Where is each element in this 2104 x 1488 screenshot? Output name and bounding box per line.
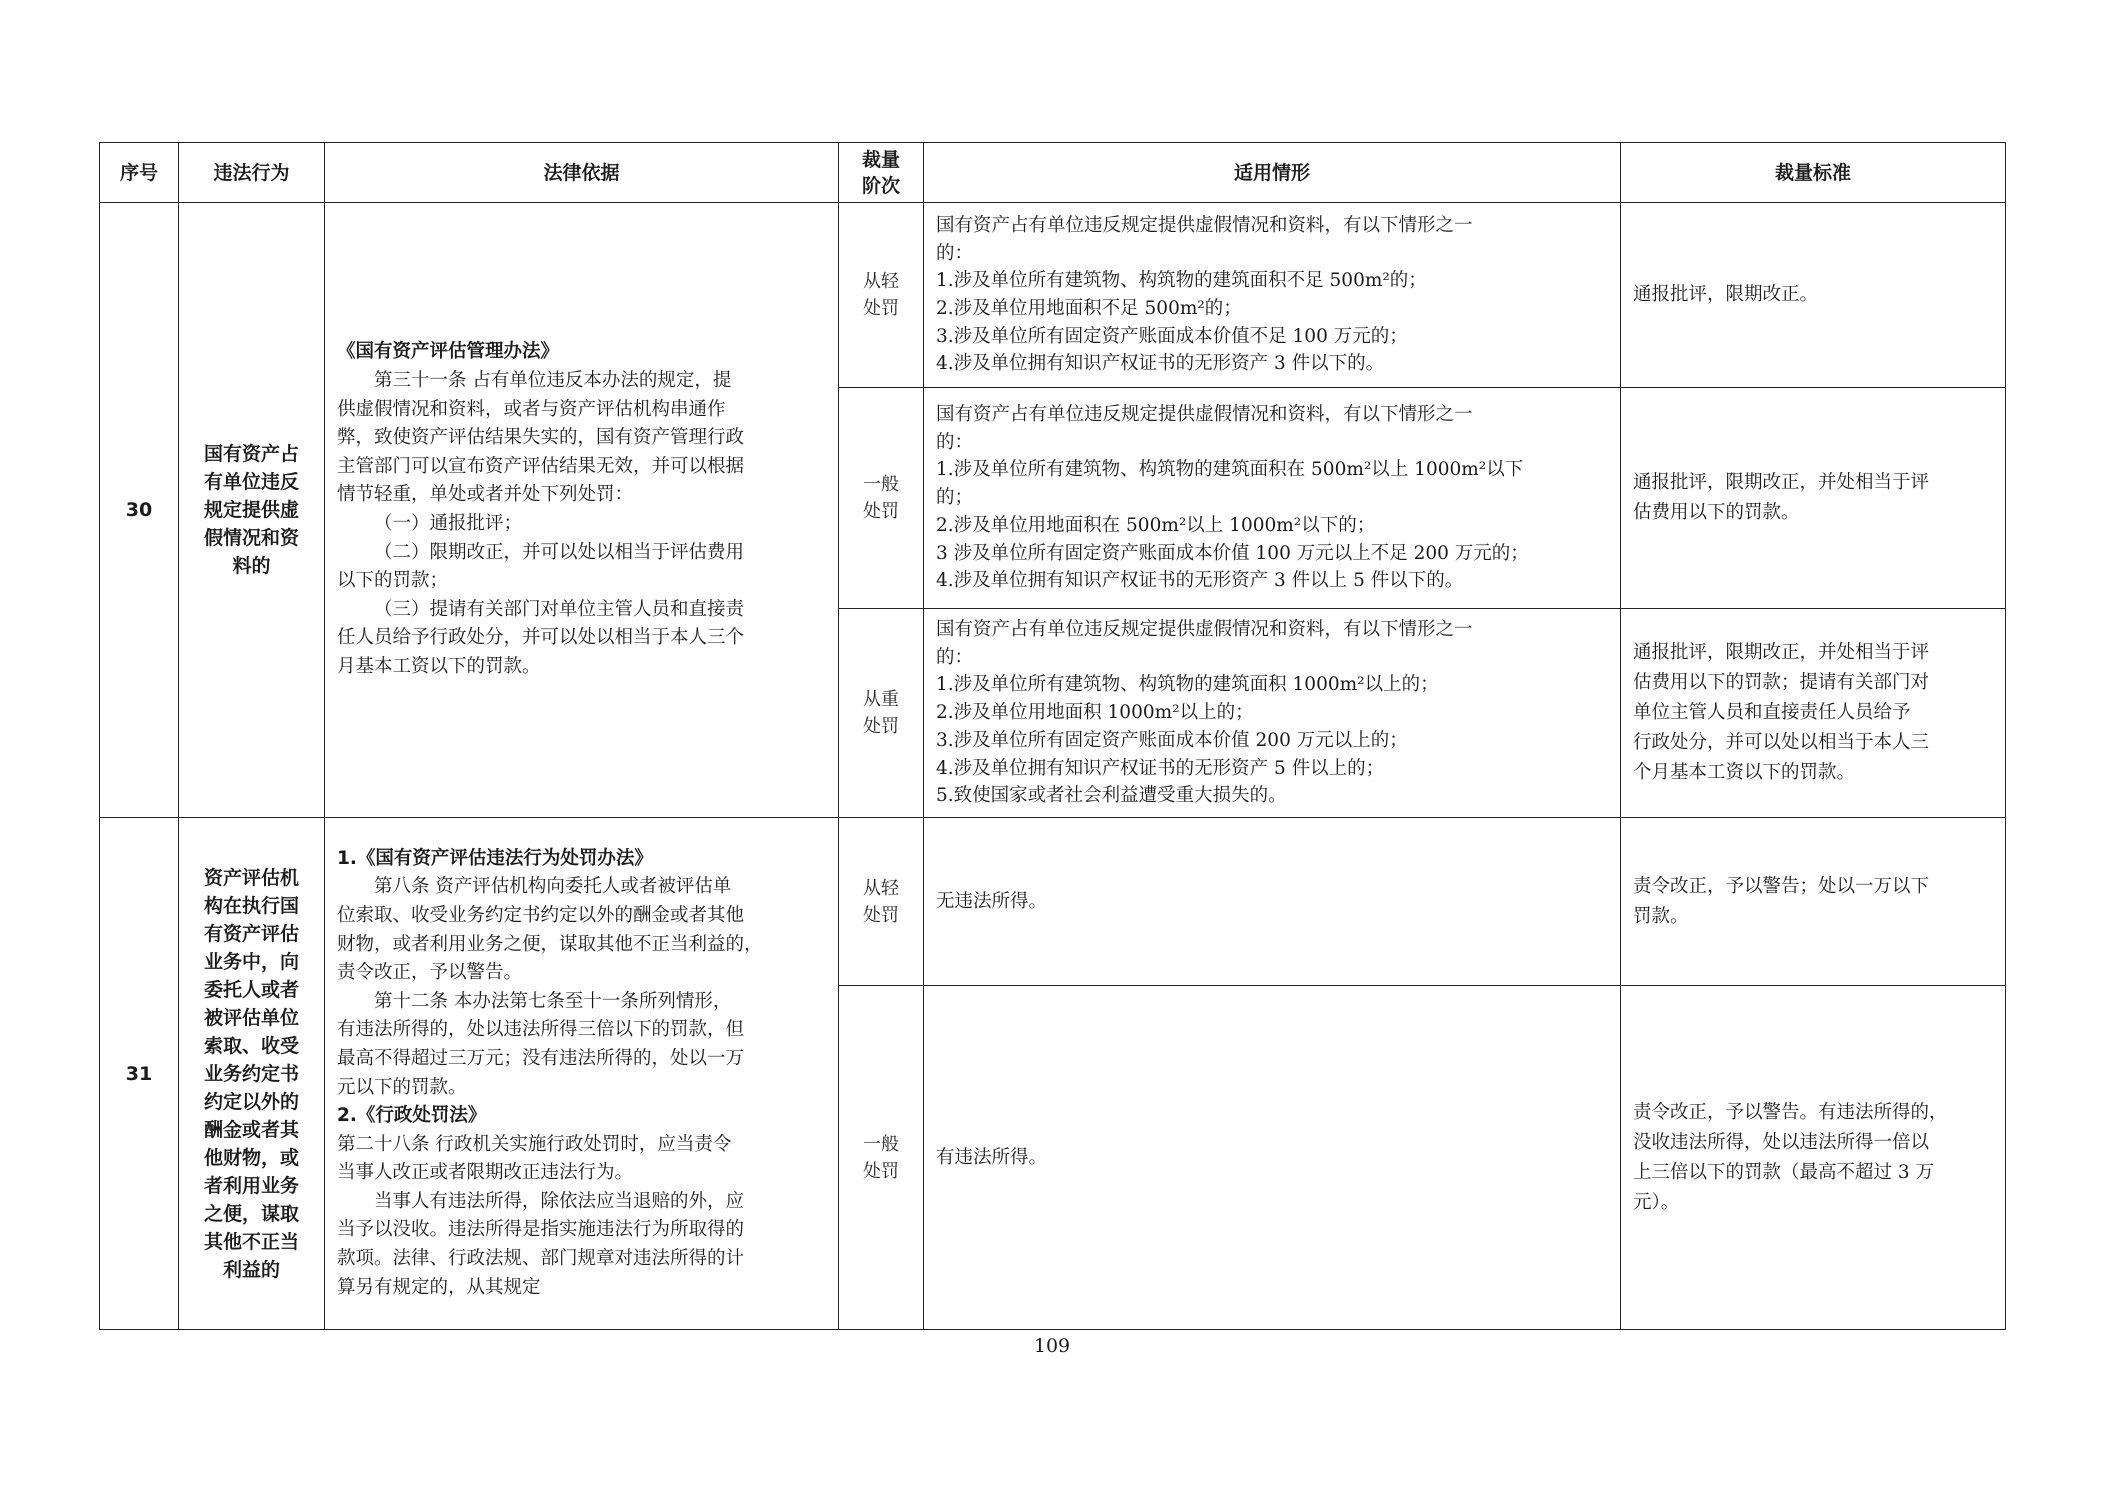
text-line: 的； [936, 487, 974, 509]
header-act: 违法行为 [179, 143, 325, 203]
basis-line: （二）限期改正，并可以处以相当于评估费用 [374, 541, 745, 563]
text-line: 1.《国有资产评估违法行为处罚办法》 [337, 847, 653, 869]
text-line: 的： [936, 242, 974, 264]
header-level-line-1: 裁量 [861, 148, 900, 171]
row-act [179, 203, 325, 818]
text-line: 《国有资产评估管理办法》 [337, 341, 560, 363]
situation-cell [924, 609, 1621, 818]
text-line: 行政处分，并可以处以相当于本人三 [1633, 732, 1930, 753]
table-header-row [100, 143, 2006, 203]
basis-line: 算另有规定的，从其规定 [337, 1276, 541, 1298]
text-line: 估费用以下的罚款。 [1633, 502, 1800, 523]
text-line: 2.涉及单位用地面积在 500m²以上 1000m²以下的； [936, 514, 1376, 536]
text-line: 之便，谋取 [203, 1202, 299, 1225]
standard-cell [1621, 818, 2006, 986]
text-line: 4.涉及单位拥有知识产权证书的无形资产 5 件以上的； [936, 757, 1385, 779]
text-line: 处罚 [863, 716, 899, 737]
standard-cell [1621, 986, 2006, 1330]
basis-line: 第十二条 本办法第七条至十一条所列情形， [374, 990, 732, 1012]
basis-line: 主管部门可以宣布资产评估结果无效，并可以根据 [337, 455, 745, 477]
text-line: 2.涉及单位用地面积 1000m²以上的； [936, 702, 1254, 724]
text-line: 通报批评，限期改正。 [1633, 284, 1819, 305]
text-line: 1.涉及单位所有建筑物、构筑物的建筑面积不足 500m²的； [936, 270, 1427, 292]
situation-cell [924, 818, 1621, 986]
act-line: 规定提供虚 [203, 499, 299, 521]
standard-cell [1621, 609, 2006, 818]
level-cell [839, 986, 924, 1330]
text-line: 4.涉及单位拥有知识产权证书的无形资产 3 件以下的。 [936, 353, 1385, 375]
basis-line: 第三十一条 占有单位违反本办法的规定，提 [374, 370, 732, 392]
text-line: 个月基本工资以下的罚款。 [1633, 762, 1856, 783]
header-level-line-2: 阶次 [861, 174, 900, 197]
text-line: 酬金或者其 [203, 1118, 299, 1141]
text-line: 业务约定书 [203, 1062, 299, 1085]
text-line: 处罚 [863, 904, 899, 926]
text-line: 处罚 [863, 298, 899, 319]
text-line: 2.《行政处罚法》 [337, 1105, 487, 1127]
penalty-table [99, 142, 2006, 1330]
text-line: 元）。 [1633, 1191, 1680, 1213]
text-line: 他财物，或 [203, 1146, 299, 1169]
header-standard: 裁量标准 [1621, 143, 2006, 203]
text-line: 被评估单位 [203, 1006, 299, 1029]
text-line: 委托人或者 [203, 978, 299, 1001]
basis-line [337, 1102, 826, 1131]
basis-line: 当事人改正或者限期改正违法行为。 [337, 1162, 634, 1184]
header-seq: 序号 [100, 143, 179, 203]
text-line: 的： [936, 431, 974, 453]
basis-line: 第二十八条 行政机关实施行政处罚时，应当责令 [337, 1133, 732, 1155]
text-line: 业务中，向 [203, 950, 299, 973]
text-line: 罚款。 [1633, 905, 1689, 927]
text-line: 3 涉及单位所有固定资产账面成本价值 100 万元以上不足 200 万元的； [936, 542, 1529, 564]
level-cell [839, 818, 924, 986]
text-line: 一般 [863, 474, 899, 495]
text-line: 其他不正当 [203, 1230, 299, 1253]
basis-line: 月基本工资以下的罚款。 [337, 655, 541, 677]
basis-line: 财物，或者利用业务之便，谋取其他不正当利益的， [337, 933, 763, 955]
text-line: 通报批评，限期改正，并处相当于评 [1633, 642, 1930, 663]
text-line: 3.涉及单位所有固定资产账面成本价值 200 万元以上的； [936, 729, 1408, 751]
text-line: 者利用业务 [203, 1174, 299, 1197]
text-line: 有违法所得。 [936, 1146, 1048, 1168]
text-line: 索取、收受 [203, 1034, 299, 1057]
basis-line: 有违法所得的，处以违法所得三倍以下的罚款，但 [337, 1019, 745, 1041]
standard-cell [1621, 203, 2006, 388]
text-line: 的： [936, 646, 974, 668]
text-line: 从重 [863, 689, 899, 710]
basis-line: 位索取、收受业务约定书约定以外的酬金或者其他 [337, 904, 745, 926]
row-seq: 30 [100, 203, 179, 818]
act-line: 有单位违反 [203, 471, 299, 493]
text-line: 约定以外的 [203, 1090, 299, 1113]
level-cell [839, 203, 924, 388]
text-line: 利益的 [222, 1258, 280, 1281]
basis-line: 以下的罚款； [337, 570, 449, 592]
basis-line: （一）通报批评； [374, 513, 523, 534]
text-line: 通报批评，限期改正，并处相当于评 [1633, 472, 1930, 493]
page-number: 109 [1033, 1335, 1071, 1357]
basis-line: 当予以没收。违法所得是指实施违法行为所取得的 [337, 1219, 745, 1241]
text-line: 3.涉及单位所有固定资产账面成本价值不足 100 万元的； [936, 325, 1408, 347]
row-act [179, 818, 325, 1330]
situation-cell [924, 388, 1621, 609]
text-line: 从轻 [863, 877, 899, 899]
text-line: 构在执行国 [203, 894, 299, 917]
level-cell [839, 609, 924, 818]
basis-line: 供虚假情况和资料，或者与资产评估机构串通作 [337, 398, 726, 420]
basis-line: 款项。法律、行政法规、部门规章对违法所得的计 [337, 1248, 745, 1270]
basis-line: 第八条 资产评估机构向委托人或者被评估单 [374, 876, 732, 898]
situation-cell [924, 986, 1621, 1330]
act-line: 国有资产占 [203, 443, 299, 465]
text-line: 上三倍以下的罚款（最高不超过 3 万 [1633, 1161, 1935, 1183]
text-line: 5.致使国家或者社会利益遭受重大损失的。 [936, 785, 1287, 807]
text-line: 国有资产占有单位违反规定提供虚假情况和资料，有以下情形之一 [936, 214, 1473, 236]
row-basis [325, 203, 839, 818]
basis-line: 任人员给予行政处分，并可以处以相当于本人三个 [337, 627, 745, 649]
text-line: 2.涉及单位用地面积不足 500m²的； [936, 298, 1242, 319]
row-basis [325, 818, 839, 1330]
table-row [100, 818, 2006, 986]
act-line: 料的 [232, 555, 271, 577]
basis-line [337, 338, 826, 367]
act-line: 假情况和资 [203, 527, 299, 549]
header-level [839, 143, 924, 203]
basis-line: （三）提请有关部门对单位主管人员和直接责 [374, 598, 745, 620]
level-cell [839, 388, 924, 609]
text-line: 4.涉及单位拥有知识产权证书的无形资产 3 件以上 5 件以下的。 [936, 570, 1464, 592]
basis-line: 弊，致使资产评估结果失实的，国有资产管理行政 [337, 427, 745, 449]
text-line: 一般 [863, 1133, 899, 1155]
text-line: 国有资产占有单位违反规定提供虚假情况和资料，有以下情形之一 [936, 404, 1473, 426]
text-line: 估费用以下的罚款；提请有关部门对 [1633, 672, 1930, 693]
text-line: 1.涉及单位所有建筑物、构筑物的建筑面积 1000m²以上的； [936, 674, 1439, 696]
text-line: 责令改正，予以警告。有违法所得的， [1633, 1101, 1948, 1123]
situation-cell [924, 203, 1621, 388]
header-situation: 适用情形 [924, 143, 1621, 203]
text-line: 责令改正，予以警告；处以一万以下 [1633, 875, 1930, 897]
text-line: 资产评估机 [203, 866, 299, 889]
standard-cell [1621, 388, 2006, 609]
text-line: 国有资产占有单位违反规定提供虚假情况和资料，有以下情形之一 [936, 619, 1473, 641]
text-line: 单位主管人员和直接责任人员给予 [1633, 702, 1911, 723]
row-seq: 31 [100, 818, 179, 1330]
text-line: 1.涉及单位所有建筑物、构筑物的建筑面积在 500m²以上 1000m²以下 [936, 459, 1524, 481]
basis-line: 情节轻重，单处或者并处下列处罚： [337, 484, 634, 506]
table-row [100, 203, 2006, 388]
basis-line: 当事人有违法所得，除依法应当退赔的外，应 [374, 1190, 745, 1212]
text-line: 处罚 [863, 1160, 899, 1182]
text-line: 从轻 [863, 271, 899, 292]
text-line: 有资产评估 [203, 922, 299, 945]
text-line: 无违法所得。 [936, 890, 1048, 912]
text-line: 没收违法所得，处以违法所得一倍以 [1633, 1131, 1930, 1153]
basis-line: 责令改正，予以警告。 [337, 962, 523, 984]
basis-line: 最高不得超过三万元；没有违法所得的，处以一万 [337, 1047, 745, 1069]
header-basis: 法律依据 [325, 143, 839, 203]
text-line: 处罚 [863, 501, 899, 522]
basis-line: 元以下的罚款。 [337, 1076, 467, 1098]
basis-line [337, 845, 826, 874]
